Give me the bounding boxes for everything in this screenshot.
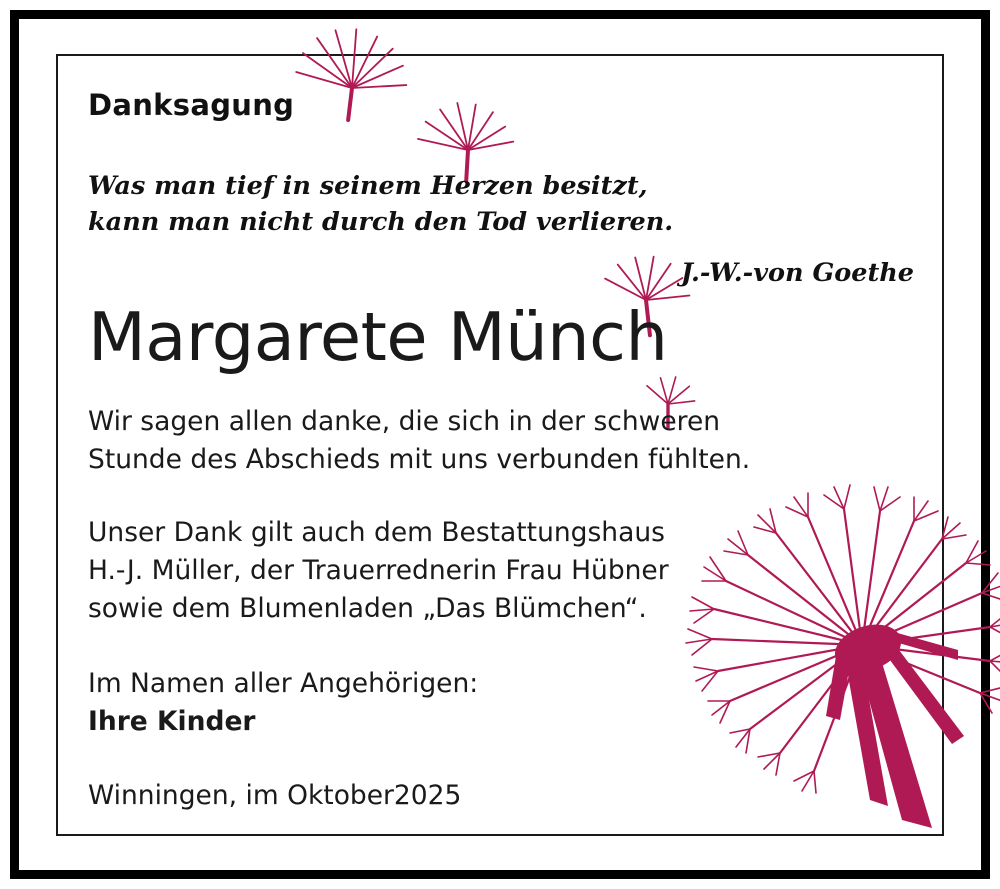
- quote-attribution: J.-W.-von Goethe: [680, 258, 914, 289]
- paragraph-1-line-1: Wir sagen allen danke, die sich in der schweren: [88, 405, 721, 437]
- quote-block: [88, 168, 918, 240]
- paragraph-1-line-2: Stunde des Abschieds mit uns verbunden fühlten.: [88, 444, 751, 476]
- quote-line-1: Was man tief in seinem Herzen besitzt,: [88, 171, 648, 201]
- signature-intro: Im Namen aller Angehörigen:: [88, 667, 479, 699]
- notice-heading: Danksagung: [88, 88, 295, 122]
- notice-content: [88, 88, 918, 811]
- signature-block: [88, 665, 918, 742]
- paragraph-2-line-1: Unser Dank gilt auch dem Bestattungshaus: [88, 516, 665, 548]
- deceased-name: Margarete Münch: [88, 298, 668, 377]
- quote-line-2: kann man nicht durch den Tod verlieren.: [88, 207, 674, 238]
- thanks-paragraph-1: [88, 403, 918, 480]
- paragraph-2-line-3: sowie dem Blumenladen „Das Blümchen“.: [88, 593, 647, 625]
- thanks-paragraph-2: [88, 514, 918, 629]
- signature-name: Ihre Kinder: [88, 706, 256, 738]
- place-and-date: Winningen, im Oktober2025: [88, 779, 462, 811]
- paragraph-2-line-2: H.-J. Müller, der Trauerrednerin Frau Hübner: [88, 555, 669, 587]
